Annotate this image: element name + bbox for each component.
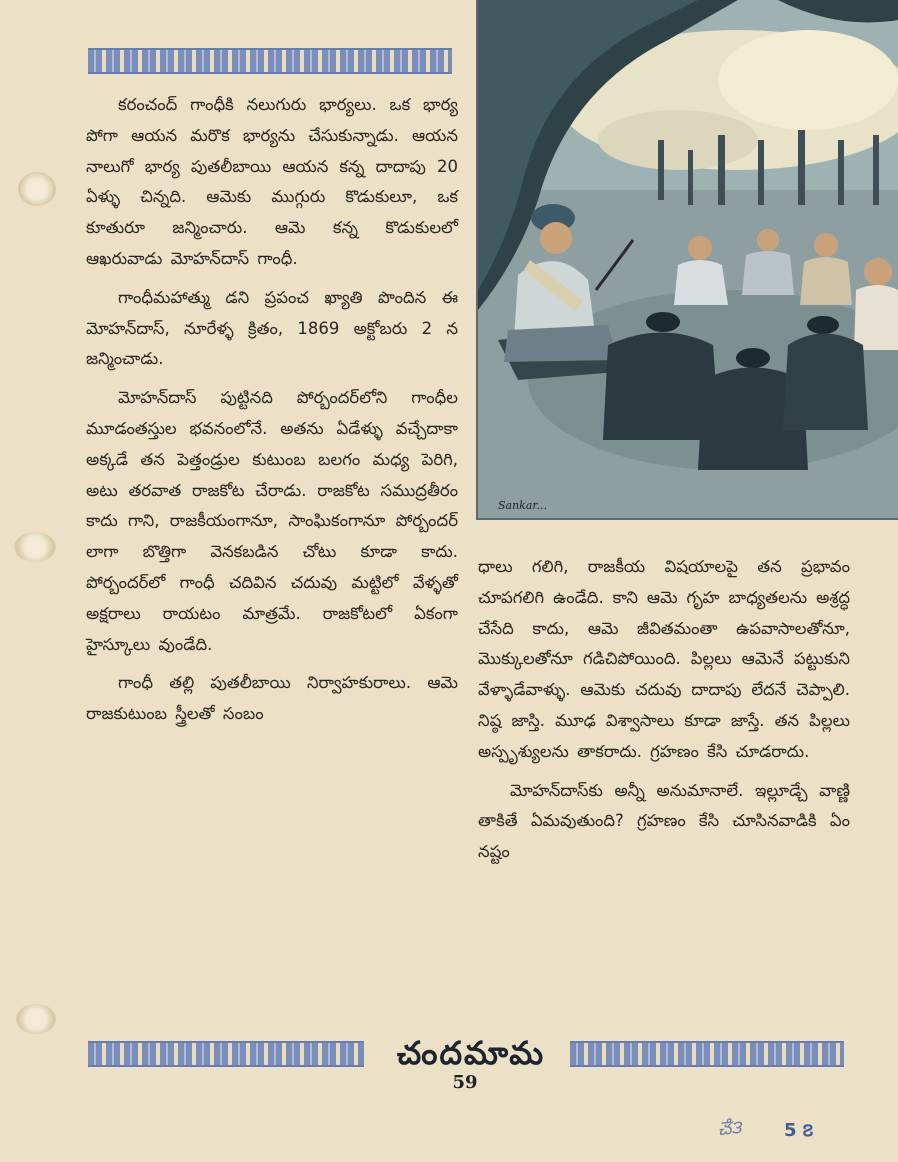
article-left-column xyxy=(86,90,458,738)
article-paragraph: గాంధీ తల్లి పుతలీబాయి నిర్వాహకురాలు. ఆమె రాజకుటుంబ స్త్రీలతో సంబం xyxy=(86,673,458,724)
magazine-title: చందమామ xyxy=(396,1034,546,1072)
illustration-drawing xyxy=(478,0,898,518)
article-paragraph: మోహన్‌దాస్ పుట్టినది పోర్బందర్‌లోని గాంధీల మూడంతస్తుల భవనంలోనే. అతను ఏడేళ్ళు వచ్చేదాకా అక్కడే తన పెత్తండ్రుల కుటుంబ బలగం మధ్య పెరిగి, అటు తరవాత రాజకోట చేరాడు. రాజకోట సముద్రతీరం కాదు గాని, రాజకీయంగానూ, సాంఘికంగానూ పోర్బందర్ లాగా బొత్తిగా వెనకబడిన చోటు కూడా కాదు. పోర్బందర్‌లో గాంధీ చదివిన చదువు మట్టిలో వేళ్ళతో అక్షరాలు రాయటం మాత్రమే. రాజకోటలో ఏకంగా హైస్కూలు వుండేది. xyxy=(86,388,458,654)
article-paragraph: కరంచంద్ గాంధీకి నలుగురు భార్యలు. ఒక భార్య పోగా ఆయన మరొక భార్యను చేసుకున్నాడు. ఆయన నాలుగో భార్య పుతలీబాయి ఆయన కన్న దాదాపు 20 ఏళ్ళు చిన్నది. ఆమెకు ముగ్గురు కొడుకులూ, ఒక కూతురూ జన్మించారు. ఆమె కన్న కొడుకులలో ఆఖరువాడు మోహన్‌దాస్ గాంధీ. xyxy=(86,95,458,268)
page-number: 59 xyxy=(452,1072,478,1093)
decorative-border-bottom-right xyxy=(570,1041,844,1067)
article-paragraph: ధాలు గలిగి, రాజకీయ విషయాలపై తన ప్రభావం చూపగలిగి ఉండేది. కాని ఆమె గృహ బాధ్యతలను అశ్రద్ధ చేసేది కాదు, ఆమె జీవితమంతా ఉపవాసాలతోనూ, మొక్కులతోనూ గడిచిపోయింది. పిల్లలు ఆమెనే పట్టుకుని వేళ్ళాడేవాళ్ళు. ఆమెకు చదువు దాదాపు లేదనే చెప్పాలి. నిష్ఠ జాస్తి. మూఢ విశ్వాసాలు కూడా జాస్తే. తన పిల్లలు అస్పృశ్యులను తాకరాదు. గ్రహణం కేసి చూడరాదు. xyxy=(478,557,850,761)
article-paragraph: మోహన్‌దాస్‌కు అన్నీ అనుమానాలే. ఇల్లూడ్చే వాణ్ణి తాకితే ఏమవుతుంది? గ్రహణం కేసి చూసినవాడికి ఏం నష్టం xyxy=(478,780,850,862)
illustration-gandhi-school xyxy=(476,0,898,520)
article-right-column xyxy=(478,552,850,876)
decorative-border-top xyxy=(88,48,452,74)
decorative-border-bottom-left xyxy=(88,1041,364,1067)
illustrator-signature: Sankar... xyxy=(498,499,547,512)
binding-hole xyxy=(14,532,56,562)
article-paragraph: గాంధీమహాత్ము డని ప్రపంచ ఖ్యాతి పొందిన ఈ మోహన్‌దాస్, నూరేళ్ళ క్రితం, 1869 అక్టోబరు 2 న జన్మించాడు. xyxy=(86,287,458,369)
binding-hole xyxy=(16,1004,56,1034)
pencil-page-number: 5 ౭ xyxy=(784,1120,814,1141)
binding-hole xyxy=(18,172,56,206)
pencil-annotation: ౘ౩ xyxy=(716,1116,743,1141)
